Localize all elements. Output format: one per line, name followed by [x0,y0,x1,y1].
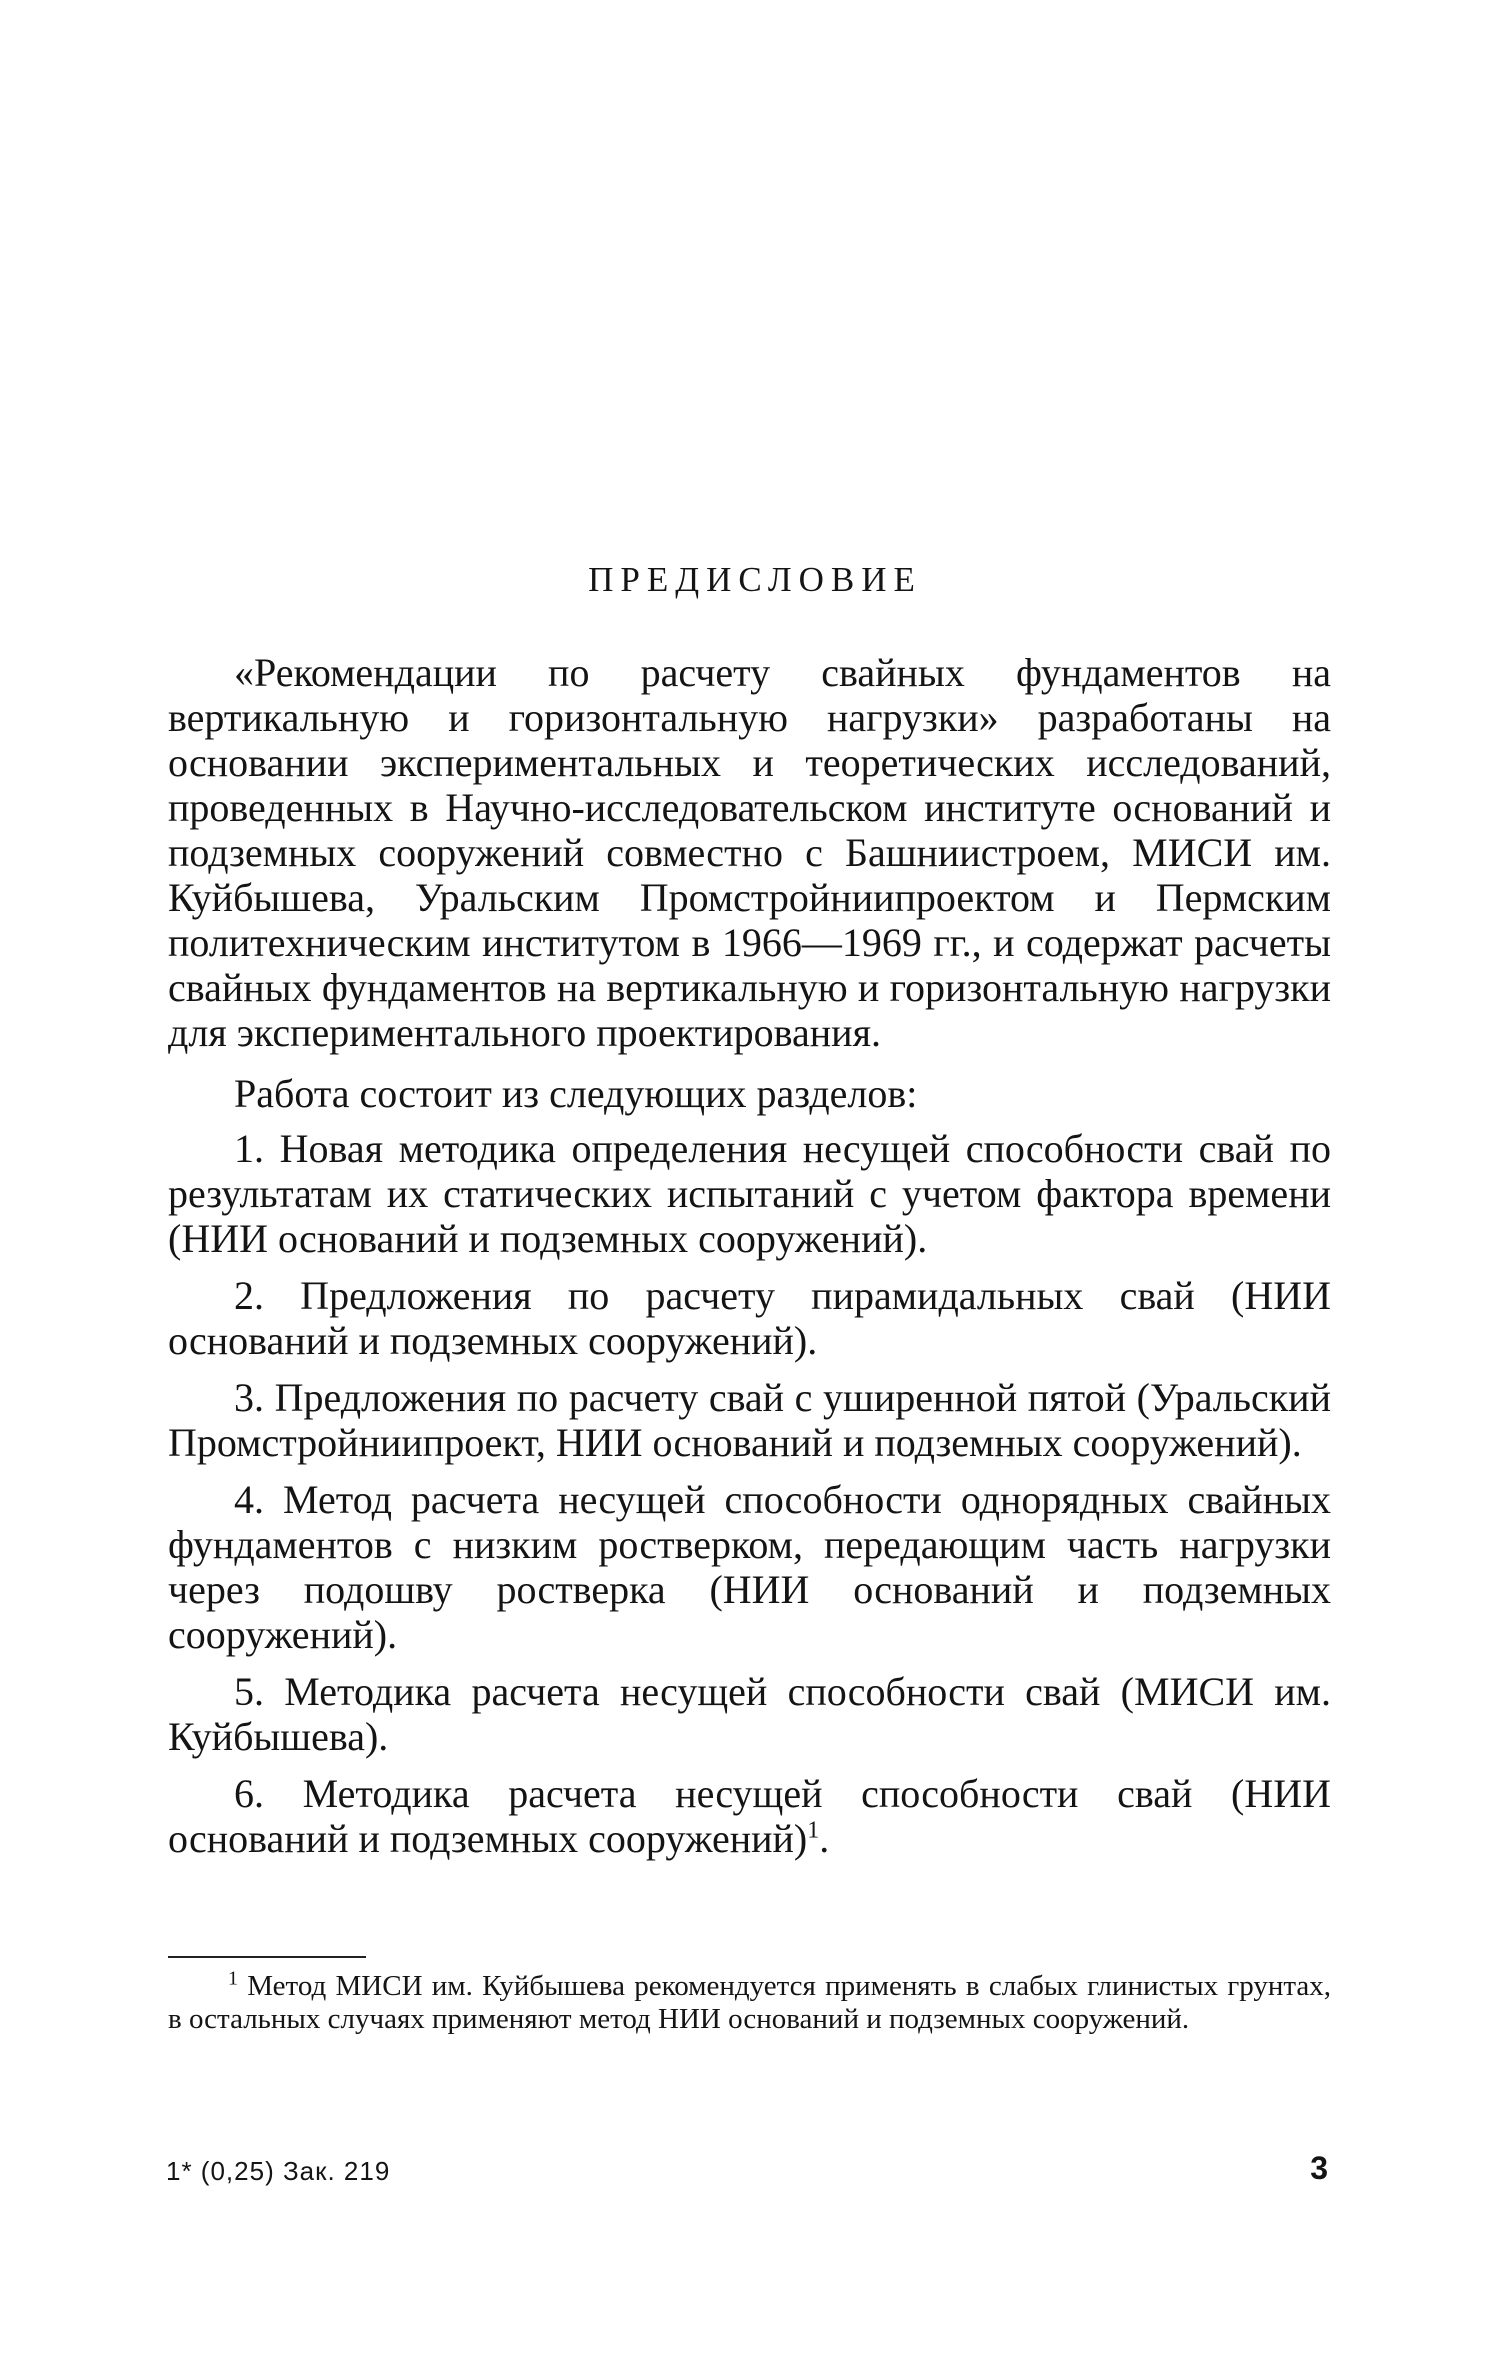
section-item-6-text: 6. Методика расчета несущей способности свай (НИИ оснований и подземных сооружений) [168,1771,1331,1861]
section-item-5: 5. Методика расчета несущей способности свай (МИСИ им. Куйбышева). [168,1669,1331,1759]
page-heading: ПРЕДИСЛОВИЕ [588,560,922,599]
section-item-1: 1. Новая методика определения несущей способности свай по результатам их статических испытаний с учетом фактора времени (НИИ оснований и подземных сооружений). [168,1126,1331,1261]
section-item-3: 3. Предложения по расчету свай с уширенной пятой (Уральский Промстройниипроект, НИИ оснований и подземных сооружений). [168,1375,1331,1465]
page-number: 3 [1310,2150,1328,2186]
section-item-6 [168,1771,1331,1861]
footnote-marker: 1 [228,1967,238,1990]
footnote-reference: 1 [807,1817,820,1844]
footnote-text: Метод МИСИ им. Куйбышева рекомендуется применять в слабых глинистых грунтах, в остальных случаях применяют метод НИИ оснований и подземных сооружений. [168,1970,1332,2035]
footnote-divider [168,1956,366,1958]
footnote [168,1967,1332,2036]
section-item-4: 4. Метод расчета несущей способности однорядных свайных фундаментов с низким ростверком, передающим часть нагрузки через подошву ростверка (НИИ оснований и подземных сооружений). [168,1477,1331,1657]
section-item-6-end: . [819,1816,830,1861]
sections-intro-paragraph: Работа состоит из следующих разделов: [234,1071,918,1116]
section-item-2: 2. Предложения по расчету пирамидальных свай (НИИ оснований и подземных сооружений). [168,1273,1331,1363]
preface-body [168,650,1331,1873]
intro-paragraph: «Рекомендации по расчету свайных фундаментов на вертикальную и горизонтальную нагрузки» разработаны на основании экспериментальных и теоретических исследований, проведенных в Научно-исследовательском институте оснований и подземных сооружений совместно с Башниистроем, МИСИ им. Куйбышева, Уральским Промстройниипроектом и Пермским политехническим институтом в 1966—1969 гг., и содержат расчеты свайных фундаментов на вертикальную и горизонтальную нагрузки для экспериментального проектирования. [168,650,1331,1055]
print-imprint: 1* (0,25) Зак. 219 [166,2156,391,2186]
